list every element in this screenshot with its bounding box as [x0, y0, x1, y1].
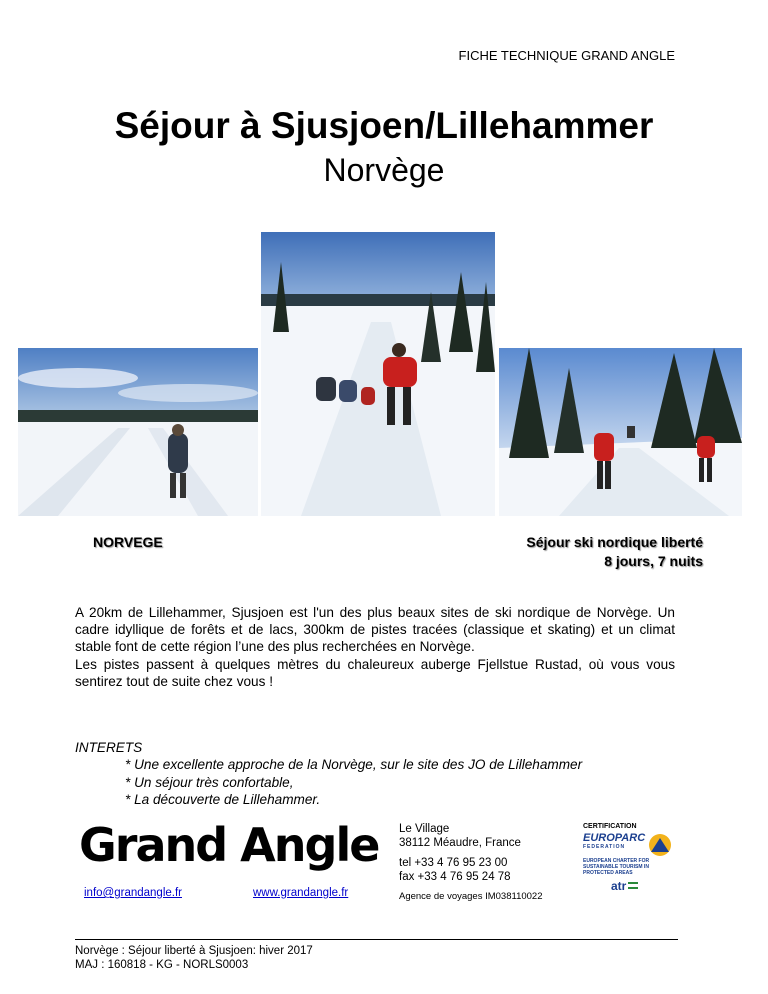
- description-paragraph-1: A 20km de Lillehammer, Sjusjoen est l'un des plus beaux sites de ski nordique de Norvège. Un cadre idyllique de forêts et de lacs, 300km de pistes tracées (classique et skating) et un climat stable font de cette région l’une des plus recherchées en Norvège.: [75, 605, 675, 655]
- agency-license: Agence de voyages IM038110022: [399, 891, 543, 902]
- certification-block: [583, 823, 679, 893]
- europarc-emblem-icon: [645, 832, 675, 858]
- atr-stripes-icon: [628, 882, 638, 890]
- interets-item: * La découverte de Lillehammer.: [125, 792, 321, 808]
- address: [399, 822, 521, 850]
- interets-heading: INTERETS: [75, 740, 143, 755]
- email-link[interactable]: info@grandangle.fr: [84, 887, 182, 899]
- grand-angle-logo: Grand Angle: [79, 818, 379, 872]
- certification-label: CERTIFICATION: [583, 823, 637, 830]
- duration-label: 8 jours, 7 nuits: [604, 553, 703, 569]
- photo-skiers-center: [261, 232, 495, 516]
- footer: [75, 944, 313, 972]
- address-line-2: 38112 Méaudre, France: [399, 837, 521, 849]
- interets-section: [75, 739, 582, 809]
- doc-type-header: FICHE TECHNIQUE GRAND ANGLE: [458, 48, 675, 63]
- europarc-sub: FEDERATION: [583, 844, 626, 850]
- phone-block: [399, 856, 511, 884]
- interets-item: * Un séjour très confortable,: [125, 774, 294, 790]
- page-title: Séjour à Sjusjoen/Lillehammer: [114, 105, 654, 146]
- website-link[interactable]: www.grandangle.fr: [253, 887, 349, 899]
- page-subtitle: Norvège: [323, 152, 445, 188]
- fax: fax +33 4 76 95 24 78: [399, 871, 511, 883]
- country-label: NORVEGE: [93, 534, 163, 550]
- photo-ski-trail-left: [18, 348, 258, 516]
- footer-line-2: MAJ : 160818 - KG - NORLS0003: [75, 959, 249, 971]
- description-paragraph-2: Les pistes passent à quelques mètres du chaleureux auberge Fjellstue Rustad, où vous vous sentirez tout de suite chez vous !: [75, 656, 675, 689]
- atr-logo: atr: [611, 879, 627, 893]
- photo-skiers-forest-right: [499, 348, 742, 516]
- footer-divider: [75, 939, 678, 940]
- address-line-1: Le Village: [399, 823, 450, 835]
- description: [75, 604, 675, 690]
- footer-line-1: Norvège : Séjour liberté à Sjusjoen: hiver 2017: [75, 945, 313, 957]
- charter-text: EUROPEAN CHARTER FOR SUSTAINABLE TOURISM IN PROTECTED AREAS: [583, 858, 650, 876]
- interets-item: * Une excellente approche de la Norvège, sur le site des JO de Lillehammer: [125, 757, 583, 773]
- tel: tel +33 4 76 95 23 00: [399, 857, 508, 869]
- trip-type-label: Séjour ski nordique liberté: [526, 534, 703, 550]
- europarc-logo: EUROPARC: [583, 832, 646, 844]
